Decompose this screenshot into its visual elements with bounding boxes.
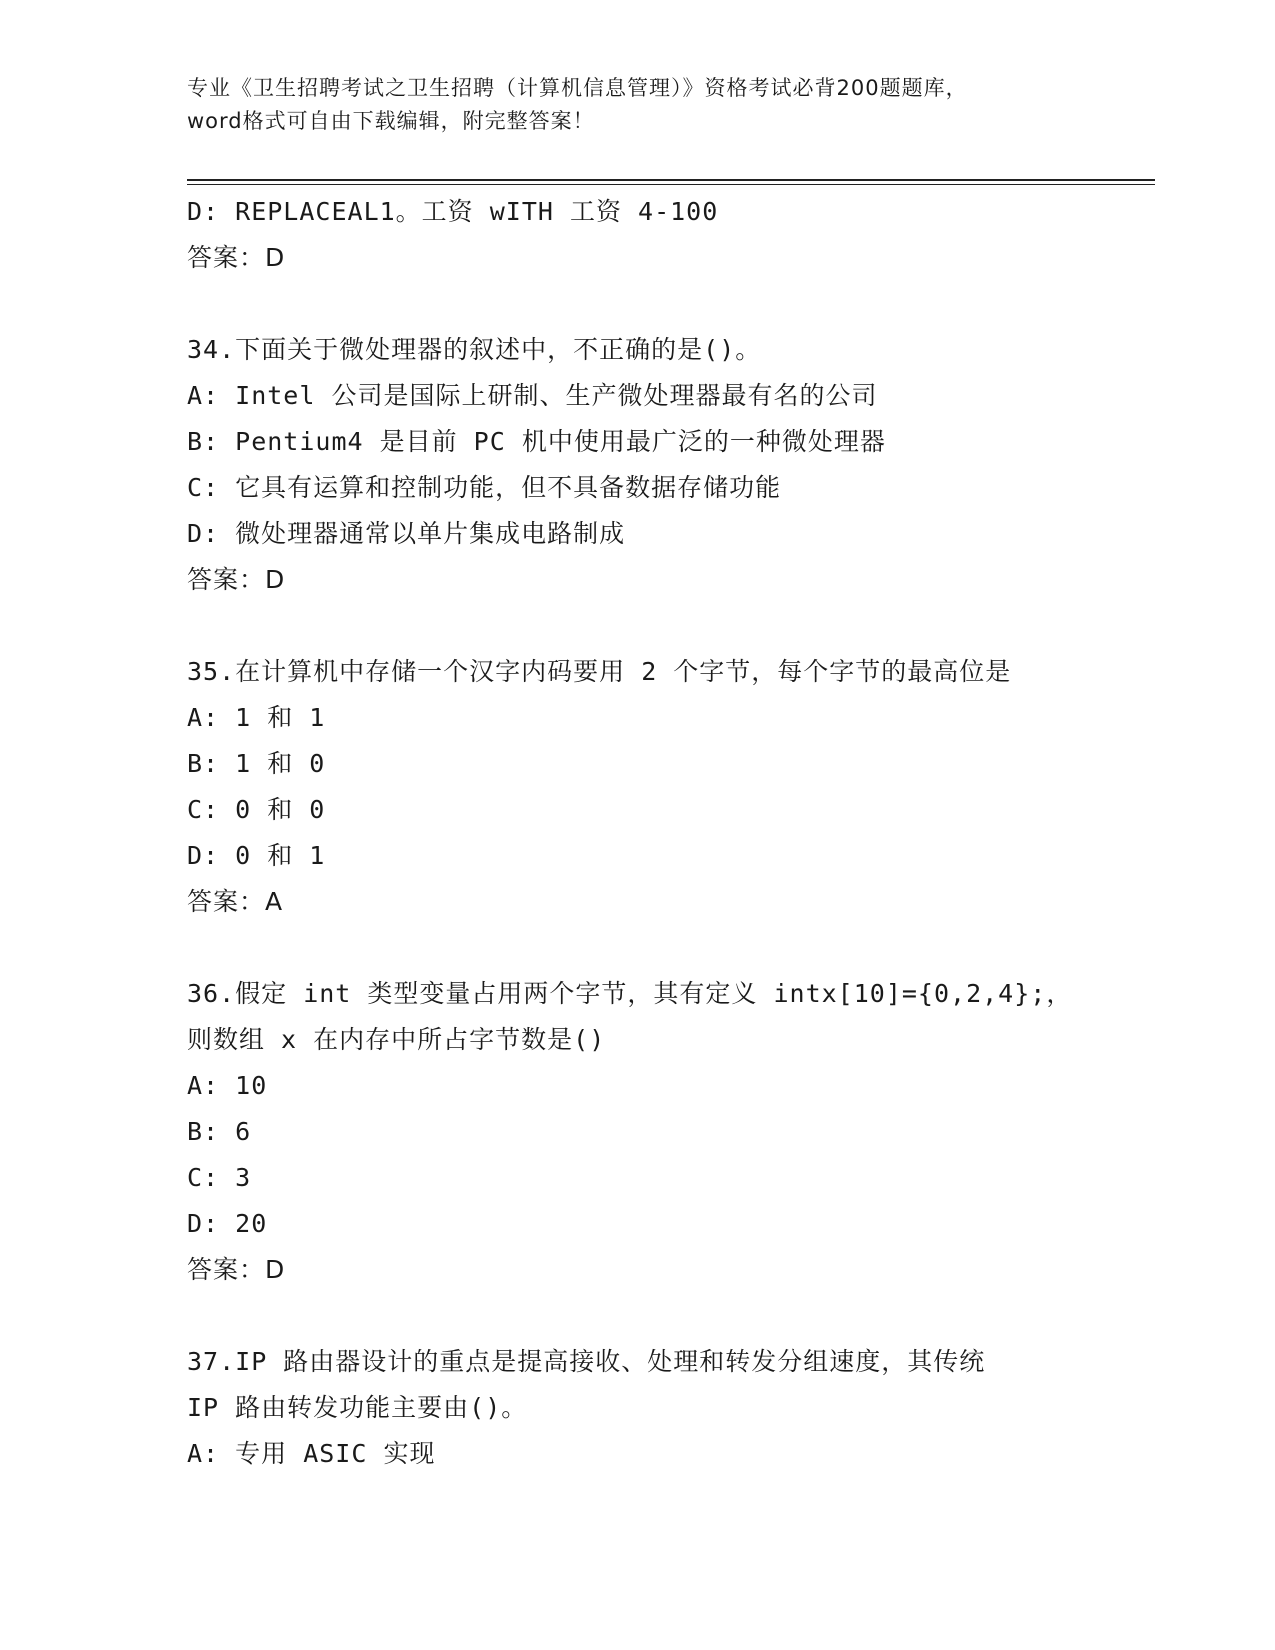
question-block-35 — [187, 649, 1087, 925]
answer-line: 答案：A — [187, 887, 284, 916]
option-a: A: 专用 ASIC 实现 — [187, 1439, 436, 1468]
header-divider-thin — [187, 184, 1155, 185]
question-stem-line-2: IP 路由转发功能主要由()。 — [187, 1393, 528, 1422]
spacer — [187, 1293, 1087, 1339]
spacer — [187, 603, 1087, 649]
spacer — [187, 925, 1087, 971]
answer-line: 答案：D — [187, 1255, 286, 1284]
question-list — [187, 189, 1087, 1477]
option-a: A: 1 和 1 — [187, 703, 326, 732]
answer-line: 答案：D — [187, 243, 286, 272]
document-header — [187, 72, 1087, 138]
option-a: A: 10 — [187, 1071, 268, 1100]
question-stem-line-2: 则数组 x 在内存中所占字节数是() — [187, 1025, 606, 1054]
question-stem-line-1: 36.假定 int 类型变量占用两个字节，其有定义 intx[10]={0,2,4};， — [187, 979, 1073, 1008]
header-title-line-1: 专业《卫生招聘考试之卫生招聘（计算机信息管理）》资格考试必背200题题库， — [187, 76, 968, 100]
question-block-34 — [187, 327, 1087, 603]
question-stem: 35.在计算机中存储一个汉字内码要用 2 个字节，每个字节的最高位是 — [187, 657, 1012, 686]
option-a: A: Intel 公司是国际上研制、生产微处理器最有名的公司 — [187, 381, 878, 410]
answer-line: 答案：D — [187, 565, 286, 594]
option-b: B: 1 和 0 — [187, 749, 326, 778]
option-c: C: 0 和 0 — [187, 795, 326, 824]
question-block-prev — [187, 189, 1087, 281]
option-d: D: 20 — [187, 1209, 268, 1238]
option-c: C: 它具有运算和控制功能，但不具备数据存储功能 — [187, 473, 782, 502]
option-d: D: 微处理器通常以单片集成电路制成 — [187, 519, 626, 548]
question-block-36 — [187, 971, 1087, 1293]
header-divider-thick — [187, 179, 1155, 181]
spacer — [187, 281, 1087, 327]
question-stem-line-1: 37.IP 路由器设计的重点是提高接收、处理和转发分组速度，其传统 — [187, 1347, 986, 1376]
option-b: B: 6 — [187, 1117, 252, 1146]
option-c: C: 3 — [187, 1163, 252, 1192]
option-d: D: REPLACEAL1。工资 wITH 工资 4-100 — [187, 197, 719, 226]
option-d: D: 0 和 1 — [187, 841, 326, 870]
option-b: B: Pentium4 是目前 PC 机中使用最广泛的一种微处理器 — [187, 427, 886, 456]
question-block-37 — [187, 1339, 1087, 1477]
question-stem: 34.下面关于微处理器的叙述中，不正确的是()。 — [187, 335, 762, 364]
header-title-line-2: word格式可自由下载编辑，附完整答案！ — [187, 109, 595, 133]
